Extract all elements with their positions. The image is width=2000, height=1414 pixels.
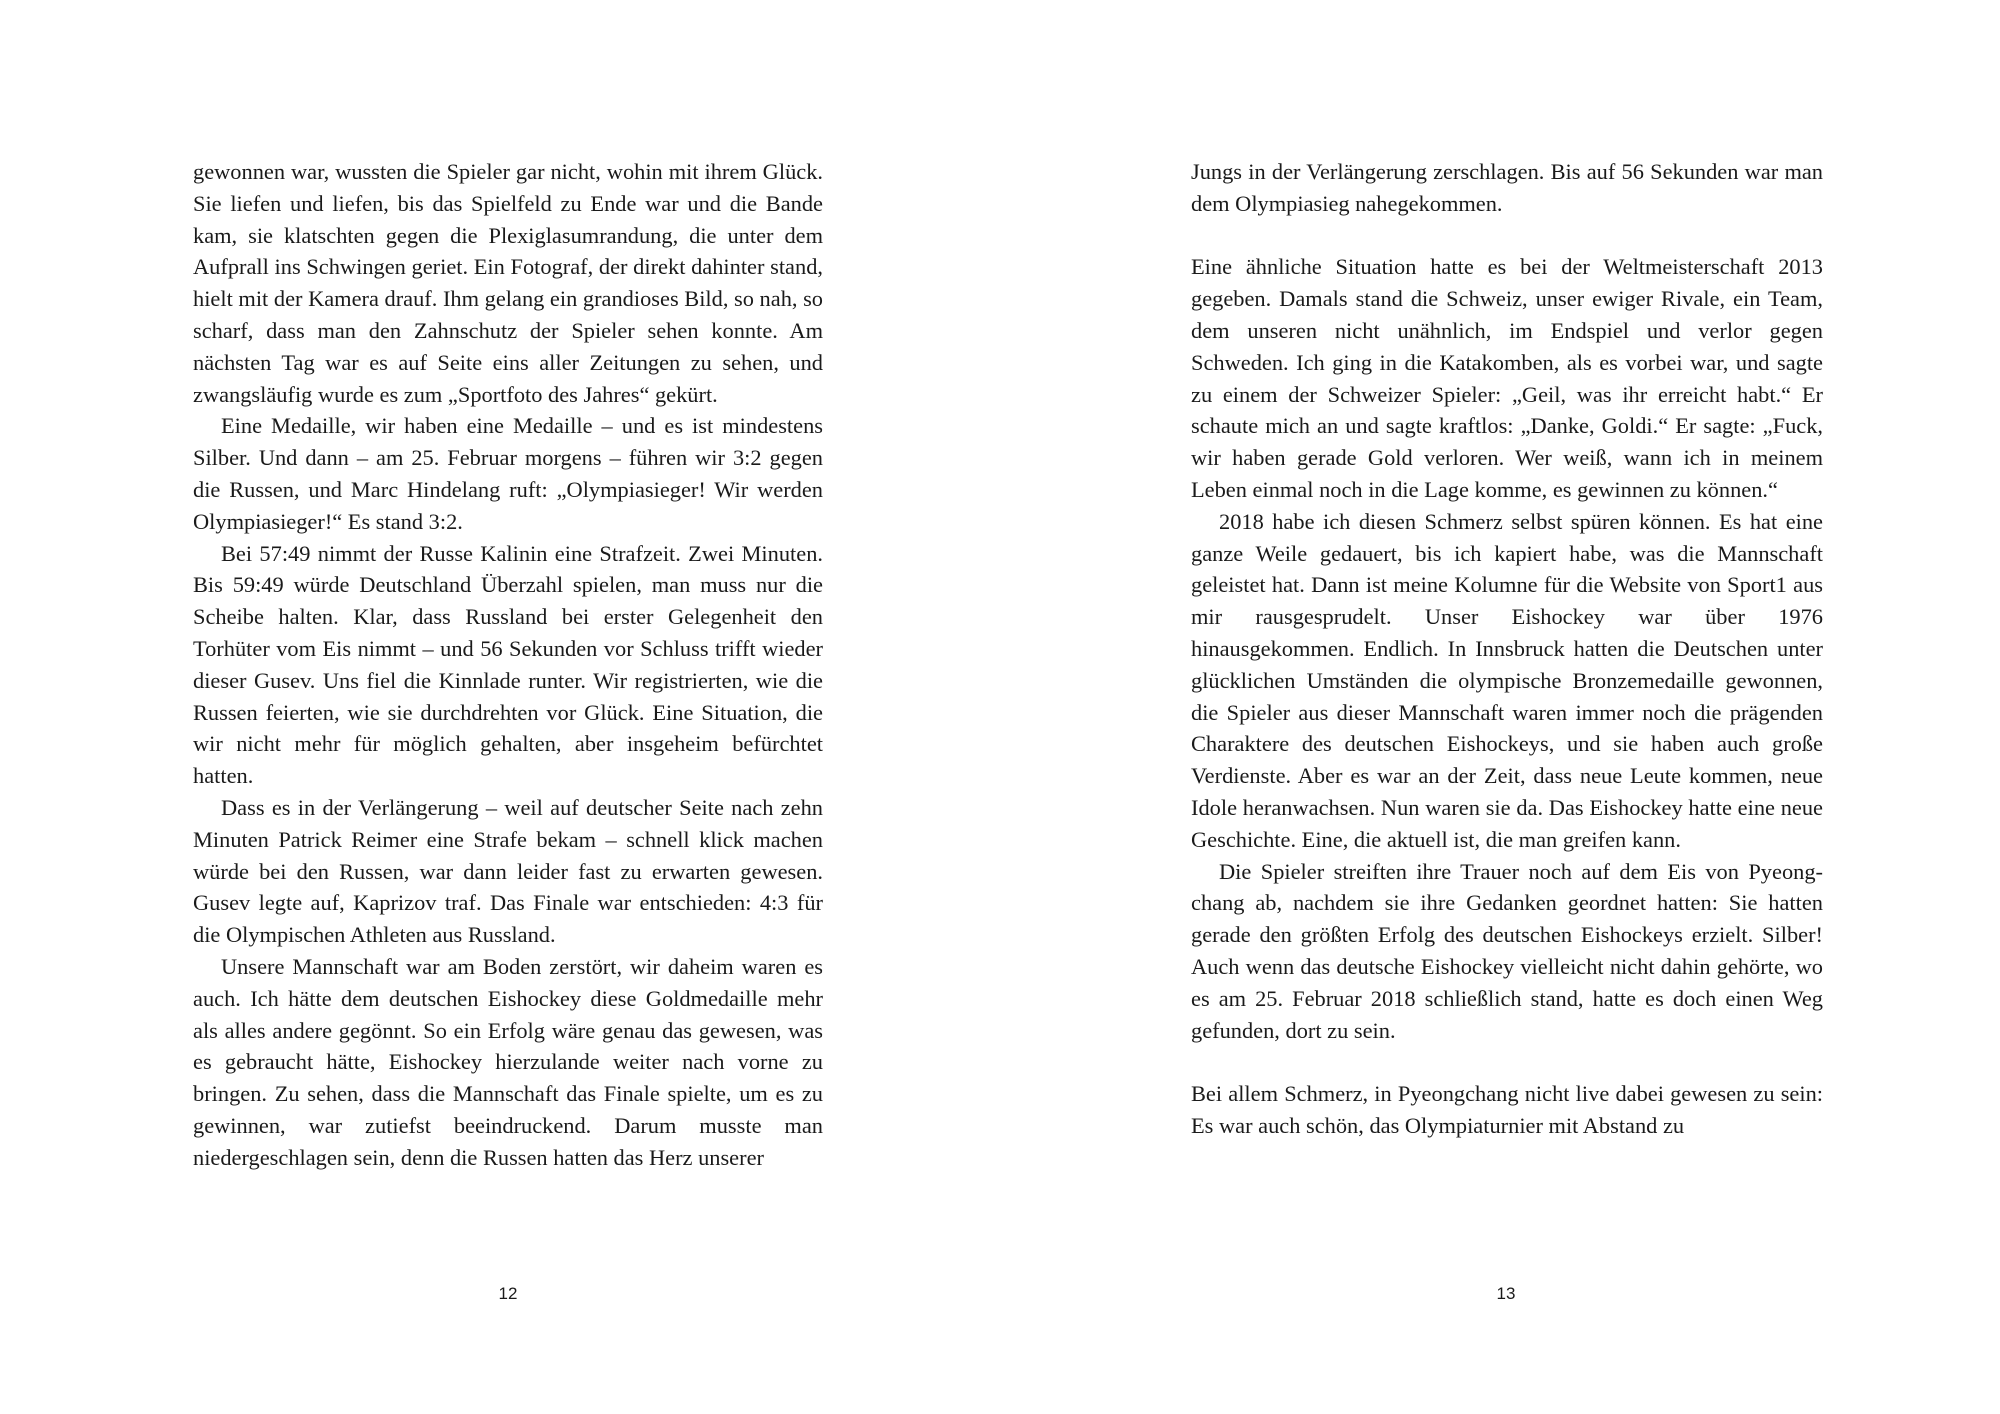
paragraph: Unsere Mannschaft war am Boden zerstört, wir daheim waren es auch. Ich hätte dem deutschen Eishockey diese Goldmedaille mehr als alles andere gegönnt. So ein Erfolg wäre genau das gewesen, was es gebraucht hätte, Eishockey hierzulande weiter nach vorne zu bringen. Zu sehen, dass die Mannschaft das Finale spielte, um es zu gewinnen, war zutiefst beeindruckend. Darum musste man niedergeschlagen sein, denn die Russen hatten das Herz unserer (193, 953, 823, 1170)
right-page (1000, 0, 2000, 1414)
page-number: 12 (498, 1284, 518, 1303)
right-page-text (1191, 156, 1823, 1142)
paragraph: 2018 habe ich diesen Schmerz selbst spüren können. Es hat eine ganze Weile gedauert, bis ich kapiert habe, was die Mannschaft geleistet hat. Dann ist meine Kolumne für die Website von Sport1 aus mir rausgesprudelt. Unser Eishockey war über 1976 hinausgekommen. Endlich. In Innsbruck hatten die Deutschen unter glücklichen Umständen die olympische Bronzemedaille gewonnen, die Spieler aus dieser Mannschaft waren immer noch die prägenden Charaktere des deutschen Eishockeys, und sie haben auch große Verdienste. Aber es war an der Zeit, dass neue Leute kommen, neue Idole heranwachsen. Nun waren sie da. Das Eishockey hatte eine neue Geschichte. Eine, die aktuell ist, die man greifen kann. (1191, 508, 1823, 852)
paragraph: Bei allem Schmerz, in Pyeongchang nicht live dabei gewesen zu sein: Es war auch schön, das Olympiaturnier mit Abstand zu (1191, 1081, 1823, 1138)
paragraph: Eine ähnliche Situation hatte es bei der Weltmeisterschaft 2013 gegeben. Damals stand die Schweiz, unser ewiger Rivale, ein Team, dem unseren nicht unähnlich, im Endspiel und verlor gegen Schweden. Ich ging in die Katakomben, als es vorbei war, und sagte zu einem der Schweizer Spieler: „Geil, was ihr erreicht habt.“ Er schaute mich an und sagte kraftlos: „Danke, Goldi.“ Er sagte: „Fuck, wir haben gerade Gold verloren. Wer weiß, wann ich in meinem Leben einmal noch in die Lage komme, es gewinnen zu können.“ (1191, 254, 1823, 502)
paragraph: Dass es in der Verlängerung – weil auf deutscher Seite nach zehn Minuten Patrick Reimer eine Strafe bekam – schnell klick machen würde bei den Russen, war dann leider fast zu erwarten gewesen. Gusev legte auf, Kaprizov traf. Das Finale war entschieden: 4:3 für die Olympischen Athleten aus Russland. (193, 794, 823, 948)
paragraph: Die Spieler streiften ihre Trauer noch auf dem Eis von Pyeongchang ab, nachdem sie ihre Gedanken geordnet hatten: Sie hatten gerade den größten Erfolg des deutschen Eishockeys erzielt. Silber! Auch wenn das deutsche Eishockey vielleicht nicht dahin gehörte, wo es am 25. Februar 2018 schließlich stand, hatte es doch einen Weg gefunden, dort zu sein. (1191, 858, 1823, 1043)
paragraph: Jungs in der Verlängerung zerschlagen. Bis auf 56 Sekunden war man dem Olympiasieg nahegekommen. (1191, 159, 1823, 216)
paragraph: Bei 57:49 nimmt der Russe Kalinin eine Strafzeit. Zwei Minuten. Bis 59:49 würde Deutschland Überzahl spielen, man muss nur die Scheibe halten. Klar, dass Russland bei erster Gelegenheit den Torhüter vom Eis nimmt – und 56 Sekunden vor Schluss trifft wieder dieser Gusev. Uns fiel die Kinnlade runter. Wir registrierten, wie die Russen feierten, wie sie durchdrehten vor Glück. Eine Situation, die wir nicht mehr für möglich gehalten, aber insgeheim befürchtet hatten. (193, 540, 823, 789)
left-page-text (193, 156, 823, 1174)
paragraph: gewonnen war, wussten die Spieler gar nicht, wohin mit ihrem Glück. Sie liefen und liefen, bis das Spielfeld zu Ende war und die Bande kam, sie klatschten gegen die Plexiglasumrandung, die unter dem Aufprall ins Schwingen geriet. Ein Fotograf, der direkt dahinter stand, hielt mit der Kamera drauf. Ihm gelang ein grandioses Bild, so nah, so scharf, dass man den Zahnschutz der Spieler sehen konnte. Am nächsten Tag war es auf Seite eins aller Zeitungen zu sehen, und zwangsläufig wurde es zum „Sportfoto des Jahres“ gekürt. (193, 159, 823, 407)
page-number: 13 (1496, 1284, 1516, 1303)
paragraph: Eine Medaille, wir haben eine Medaille – und es ist mindestens Silber. Und dann – am 25. Februar morgens – führen wir 3:2 gegen die Russen, und Marc Hindelang ruft: „Olympiasieger! Wir werden Olympiasieger!“ Es stand 3:2. (193, 413, 823, 534)
